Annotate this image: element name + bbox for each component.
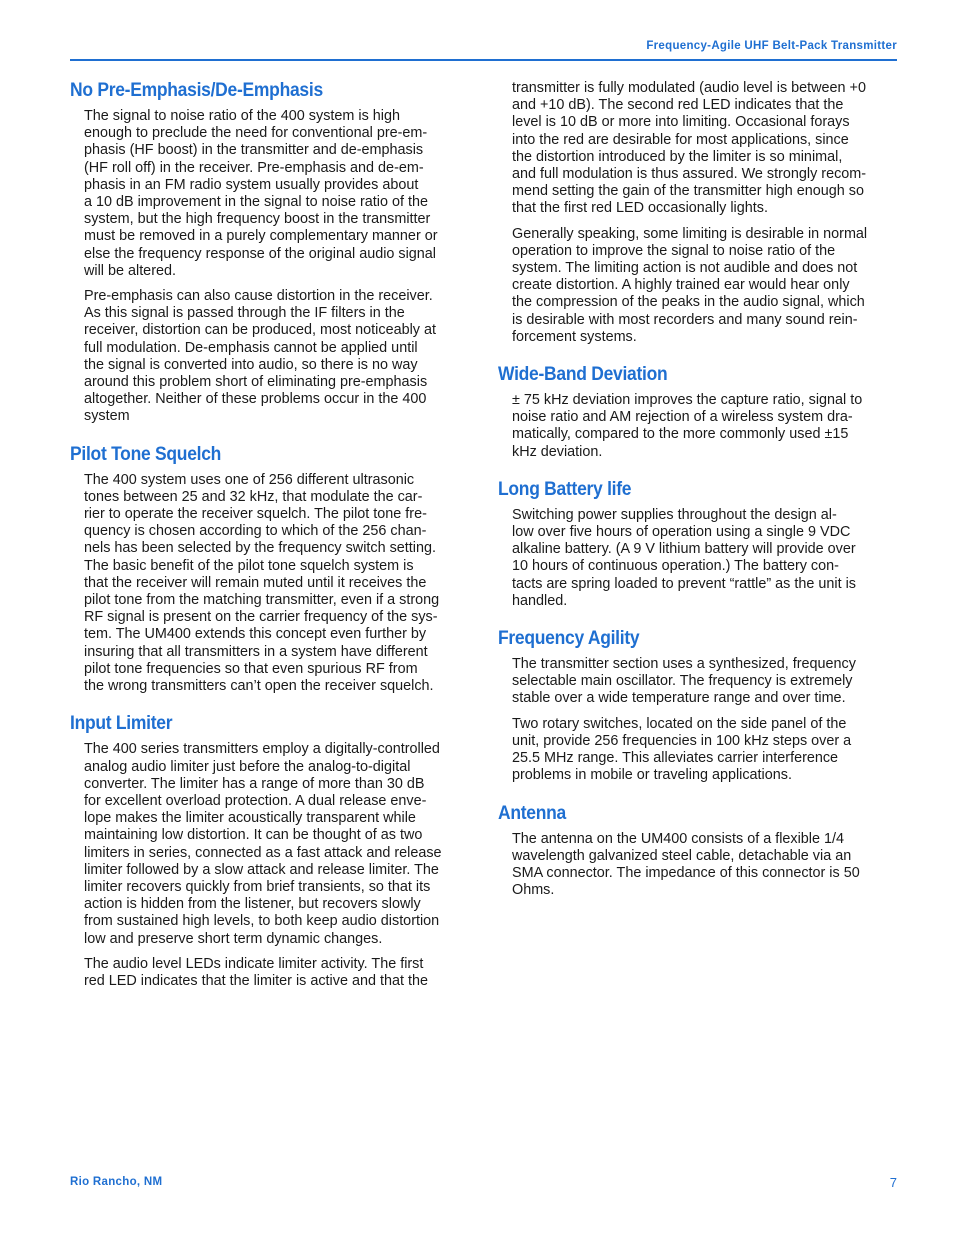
paragraph: The transmitter section uses a synthesized, frequency selectable main oscillator. The frequency is extremely stable over a wide temperature range and over time.	[512, 656, 856, 707]
paragraph: Switching power supplies throughout the design al- low over five hours of operation using a single 9 VDC alkaline battery. (A 9 V lithium battery will provide over 10 hours of continuous operation.) The battery con- tacts are spring loaded to prevent “rattle” as the unit is handled.	[512, 506, 856, 609]
section-input-limiter	[70, 713, 470, 990]
paragraph: The audio level LEDs indicate limiter activity. The first red LED indicates that the limiter is active and that the	[84, 955, 428, 989]
section-pilot-tone-squelch	[70, 444, 470, 696]
left-column	[70, 80, 470, 1008]
paragraph: The signal to noise ratio of the 400 system is high enough to preclude the need for conventional pre-em- phasis (HF boost) in the transmitter and de-emphasis (HF roll off) in the receiver. Pre-emphasis and de-em- phasis in an FM radio system usually provides about a 10 dB improvement in the signal to noise ratio of the system, but the high frequency boost in the transmitter must be removed in a purely complementary manner or else the frequency response of the original audio signal will be altered.	[84, 108, 438, 279]
section-long-battery-life	[498, 479, 898, 610]
section-antenna	[498, 803, 898, 900]
paragraph: transmitter is fully modulated (audio level is between +0 and +10 dB). The second red LED indicates that the level is 10 dB or more into limiting. Occasional forays into the red are desirable for most applications, since the distortion introduced by the limiter is so minimal, and full modulation is thus assured. We strongly recom- mend setting the gain of the transmitter high enough so that the first red LED occasionally lights.	[512, 80, 867, 217]
section-continuation	[498, 80, 898, 346]
section-wide-band-deviation	[498, 364, 898, 461]
paragraph: Generally speaking, some limiting is desirable in normal operation to improve the signal to noise ratio of the system. The limiting action is not audible and does not create distortion. A highly trained ear would hear only the compression of the peaks in the audio signal, which is desirable with most recorders and many sound rein- forcement systems.	[512, 225, 868, 345]
section-frequency-agility	[498, 628, 898, 784]
paragraph: Pre-emphasis can also cause distortion in the receiver. As this signal is passed through the IF filters in the receiver, distortion can be produced, most noticeably at full modulation. De-emphasis cannot be applied until the signal is converted into audio, so there is no way around this problem short of eliminating pre-emphasis altogether. Neither of these problems occur in the 400 system	[84, 288, 436, 425]
right-column	[498, 80, 898, 917]
section-heading: Pilot Tone Squelch	[70, 443, 222, 465]
section-heading: Frequency Agility	[498, 628, 640, 650]
paragraph: ± 75 kHz deviation improves the capture ratio, signal to noise ratio and AM rejection of a wireless system dra- matically, compared to the more commonly used ±15 kHz deviation.	[512, 392, 863, 460]
paragraph: The 400 system uses one of 256 different ultrasonic tones between 25 and 32 kHz, that modulate the car- rier to operate the receiver squelch. The pilot tone fre- quency is chosen according to which of the 256 chan- nels has been selected by the frequency switch setting. The basic benefit of the pilot tone squelch system is that the receiver will remain muted until it receives the pilot tone from the matching transmitter, even if a strong RF signal is present on the carrier frequency of the sys- tem. The UM400 extends this concept even further by insuring that all transmitters in a system have different pilot tone frequencies so that even spurious RF from the wrong transmitters can’t open the receiver squelch.	[84, 471, 440, 695]
header-rule	[70, 59, 897, 61]
section-heading: Antenna	[498, 802, 566, 824]
section-heading: Input Limiter	[70, 713, 173, 735]
section-heading: No Pre-Emphasis/De-Emphasis	[70, 80, 323, 101]
header-title: Frequency-Agile UHF Belt-Pack Transmitter	[646, 40, 897, 52]
section-heading: Wide-Band Deviation	[498, 364, 668, 386]
section-no-pre-emphasis	[70, 80, 470, 426]
paragraph: The antenna on the UM400 consists of a flexible 1/4 wavelength galvanized steel cable, detachable via an SMA connector. The impedance of this connector is 50 Ohms.	[512, 830, 860, 899]
page-number: 7	[889, 1175, 897, 1190]
section-heading: Long Battery life	[498, 478, 632, 500]
paragraph: Two rotary switches, located on the side panel of the unit, provide 256 frequencies in 100 kHz steps over a 25.5 MHz range. This alleviates carrier interference problems in mobile or traveling applications.	[512, 715, 852, 784]
paragraph: The 400 series transmitters employ a digitally-controlled analog audio limiter just before the analog-to-digital converter. The limiter has a range of more than 30 dB for excellent overload protection. A dual release enve- lope makes the limiter acoustically transparent while maintaining low distortion. It can be thought of as two limiters in series, connected as a fast attack and release limiter followed by a slow attack and release limiter. The limiter recovers quickly from brief transients, so that its action is hidden from the listener, but recovers slowly from sustained high levels, to both keep audio distortion low and preserve short term dynamic changes.	[84, 741, 442, 947]
footer-location: Rio Rancho, NM	[70, 1176, 163, 1188]
